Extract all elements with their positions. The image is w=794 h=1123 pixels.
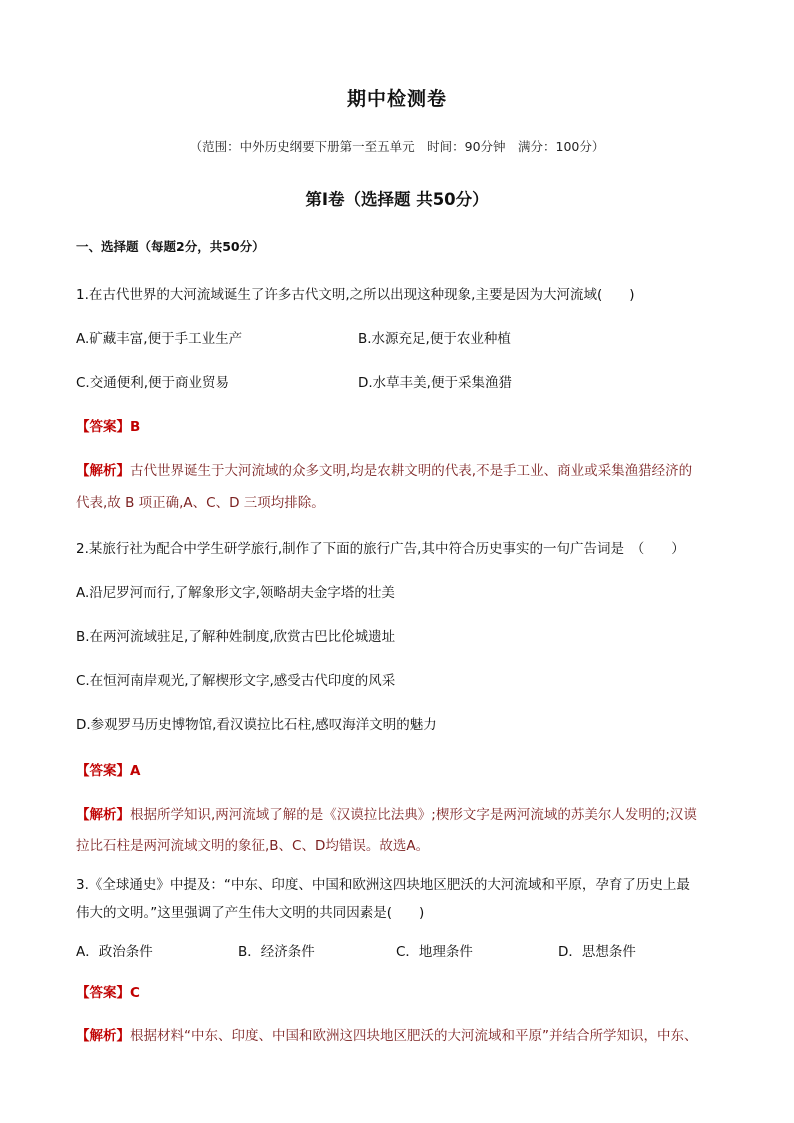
q1-stem: 1.在古代世界的大河流域诞生了许多古代文明,之所以出现这种现象,主要是因为大河流域( ) bbox=[76, 287, 635, 303]
q1-analysis-text1: 古代世界诞生于大河流域的众多文明,均是农耕文明的代表,不是手工业、商业或采集渔猎经济的 bbox=[130, 463, 693, 479]
q3-analysis-text1: 根据材料“中东、印度、中国和欧洲这四块地区肥沃的大河流域和平原”并结合所学知识，中东、 bbox=[130, 1028, 698, 1044]
q2-analysis-text1: 根据所学知识,两河流域了解的是《汉谟拉比法典》;楔形文字是两河流域的苏美尔人发明的;汉谟 bbox=[130, 807, 697, 823]
q3-option-a: A．政治条件 bbox=[76, 944, 153, 960]
q2-option-a: A.沿尼罗河而行,了解象形文字,领略胡夫金字塔的壮美 bbox=[76, 585, 395, 601]
q2-answer-value: A bbox=[130, 763, 141, 779]
q2-analysis-line2: 拉比石柱是两河流域文明的象征,B、C、D均错误。故选A。 bbox=[76, 838, 430, 854]
answer-tag: 【答案】 bbox=[76, 419, 130, 435]
page-title: 期中检测卷 bbox=[346, 88, 447, 110]
analysis-tag: 【解析】 bbox=[76, 463, 130, 479]
q3-answer-value: C bbox=[130, 985, 140, 1001]
q1-option-a: A.矿藏丰富,便于手工业生产 bbox=[76, 331, 243, 347]
q2-option-c: C.在恒河南岸观光,了解楔形文字,感受古代印度的风采 bbox=[76, 673, 396, 689]
analysis-tag: 【解析】 bbox=[76, 807, 130, 823]
part-heading: 一、选择题（每题2分，共50分） bbox=[76, 239, 265, 254]
q3-stem-line1: 3.《全球通史》中提及：“中东、印度、中国和欧洲这四块地区肥沃的大河流域和平原，孕育了历史上最 bbox=[76, 877, 690, 893]
q3-analysis-line1 bbox=[76, 1024, 698, 1044]
q1-analysis-line2: 代表,故 B 项正确,A、C、D 三项均排除。 bbox=[76, 495, 325, 511]
exam-scope-subtitle: （范围：中外历史纲要下册第一至五单元 时间：90分钟 满分：100分） bbox=[189, 139, 605, 154]
section-title: 第Ⅰ卷（选择题 共50分） bbox=[305, 190, 489, 209]
analysis-tag: 【解析】 bbox=[76, 1028, 130, 1044]
q2-stem: 2.某旅行社为配合中学生研学旅行,制作了下面的旅行广告,其中符合历史事实的一句广告词是 （ ） bbox=[76, 541, 685, 557]
q2-answer bbox=[76, 759, 140, 779]
q1-option-b: B.水源充足,便于农业种植 bbox=[358, 331, 511, 347]
q3-option-d: D．思想条件 bbox=[558, 944, 636, 960]
q2-option-b: B.在两河流域驻足,了解种姓制度,欣赏古巴比伦城遗址 bbox=[76, 629, 396, 645]
answer-tag: 【答案】 bbox=[76, 763, 130, 779]
q3-stem-line2: 伟大的文明。”这里强调了产生伟大文明的共同因素是( ) bbox=[76, 905, 425, 921]
q1-option-d: D.水草丰美,便于采集渔猎 bbox=[358, 375, 512, 391]
q2-analysis-line1 bbox=[76, 803, 697, 823]
q3-option-c: C．地理条件 bbox=[396, 944, 473, 960]
q1-answer-value: B bbox=[130, 419, 141, 435]
answer-tag: 【答案】 bbox=[76, 985, 130, 1001]
q2-option-d: D.参观罗马历史博物馆,看汉谟拉比石柱,感叹海洋文明的魅力 bbox=[76, 717, 437, 733]
q3-option-b: B．经济条件 bbox=[238, 944, 315, 960]
q1-option-c: C.交通便利,便于商业贸易 bbox=[76, 375, 230, 391]
q3-answer bbox=[76, 981, 140, 1001]
q1-analysis-line1 bbox=[76, 459, 692, 479]
q1-answer bbox=[76, 415, 140, 435]
